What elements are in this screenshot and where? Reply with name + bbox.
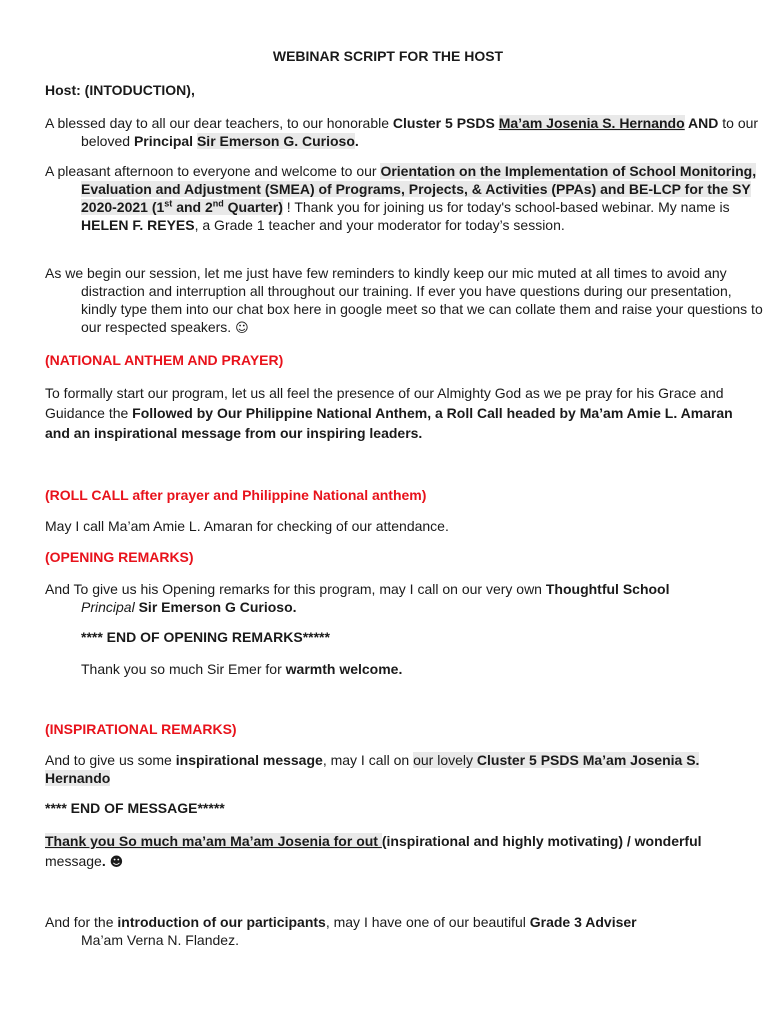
smiley-filled-icon: ☻ (109, 855, 124, 870)
orientation-title: Orientation on the Implementation of School Monitoring, Evaluation and Adjustment (SMEA) of Programs, Projects, & Activities (PPAs) and BE-LCP for the SY 2020-2021 (1st and 2nd Quarter) (81, 163, 757, 215)
moderator-name: HELEN F. REYES (81, 217, 195, 233)
participants-intro-paragraph: And for the introduction of our participants, may I have one of our beautiful Grade 3 Adviser Ma’am Verna N. Flandez. (45, 914, 637, 948)
inspirational-remarks-heading: (INSPIRATIONAL REMARKS) (45, 721, 237, 737)
prayer-paragraph: To formally start our program, let us all feel the presence of our Almighty God as we pe pray for his Grace and Guidance the Followed by Our Philippine National Anthem, a Roll Call headed by Ma’am Amie L. Amaran and an inspirational message from our inspiring leaders. (45, 385, 733, 441)
opening-remarks-paragraph: And To give us his Opening remarks for this program, may I call on our very own Thoughtful School Principal Sir Emerson G Curioso. (45, 581, 670, 615)
thank-you-message: Thank you So much ma’am Ma’am Josenia for out (inspirational and highly motivating) / wonderful message. ☻ (45, 833, 702, 870)
thank-you-opening: Thank you so much Sir Emer for warmth welcome. (81, 661, 403, 677)
smiley-icon: ☺ (235, 321, 249, 336)
psds-name: Ma’am Josenia S. Hernando (498, 115, 685, 131)
roll-call-heading: (ROLL CALL after prayer and Philippine National anthem) (45, 487, 427, 503)
greeting-paragraph: A blessed day to all our dear teachers, to our honorable Cluster 5 PSDS Ma’am Josenia S. Hernando AND to our beloved Principal Sir Emerson G. Curioso. (45, 115, 759, 149)
roll-call-paragraph: May I call Ma’am Amie L. Amaran for checking of our attendance. (45, 518, 449, 534)
anthem-heading: (NATIONAL ANTHEM AND PRAYER) (45, 352, 284, 368)
reminders-paragraph: As we begin our session, let me just have few reminders to kindly keep our mic muted at all times to avoid any distraction and interruption all throughout our training. If ever you have questions during our presentation, kindly type them into our chat box here in google meet so that we can collate them and raise your questions to our respected speakers. ☺ (45, 265, 763, 336)
end-opening-remarks: **** END OF OPENING REMARKS***** (81, 629, 330, 645)
inspirational-paragraph: And to give us some inspirational message, may I call on our lovely Cluster 5 PSDS Ma’am Josenia S. Hernando (45, 752, 700, 786)
host-intro-label: Host: (INTODUCTION), (45, 82, 195, 98)
principal-name: Sir Emerson G. Curioso (196, 133, 355, 149)
opening-remarks-heading: (OPENING REMARKS) (45, 549, 194, 565)
document-title: WEBINAR SCRIPT FOR THE HOST (272, 48, 504, 64)
host-intro-heading (45, 81, 735, 99)
end-message: **** END OF MESSAGE***** (45, 800, 225, 816)
welcome-paragraph: A pleasant afternoon to everyone and welcome to our Orientation on the Implementation of School Monitoring, Evaluation and Adjustment (SMEA) of Programs, Projects, & Activities (PPAs) and BE-LCP for the SY 2020-2021 (1st and 2nd Quarter) ! Thank you for joining us for today's school-based webinar. My name is HELEN F. REYES, a Grade 1 teacher and your moderator for today’s session. (45, 163, 757, 233)
